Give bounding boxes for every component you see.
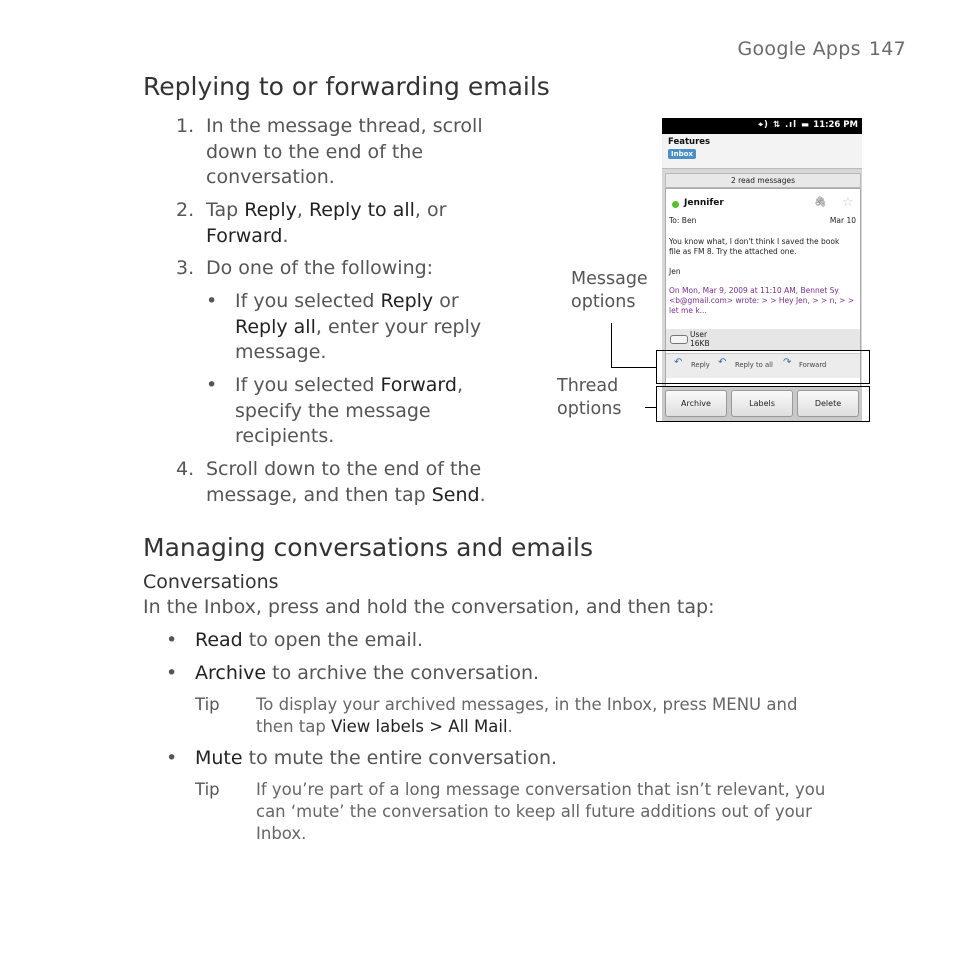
delete-button[interactable]: Delete <box>797 390 859 417</box>
period: . <box>507 717 513 736</box>
bullet-dot: • <box>166 629 178 651</box>
bullet-text: recipients. <box>235 425 335 447</box>
step-text-line: down to the end of the <box>206 140 424 163</box>
mute-keyword: Mute <box>195 747 243 769</box>
quote-line: On Mon, Mar 9, 2009 at 11:10 AM, Bennet Sy <box>669 286 839 295</box>
message-body <box>669 237 857 277</box>
attachment-size: 16KB <box>690 339 710 348</box>
reply-keyword: Reply <box>244 199 297 221</box>
reply-all-action[interactable]: Reply to all <box>735 361 773 369</box>
bullet-text: , enter your reply <box>315 315 482 338</box>
step-number: 2. <box>176 199 195 221</box>
tip-label: Tip <box>195 780 220 799</box>
online-dot-icon <box>672 201 679 208</box>
step-text: Tap <box>206 199 245 221</box>
archive-keyword: Archive <box>195 662 267 684</box>
recipient: To: Ben <box>669 216 697 225</box>
paperclip-icon: 🖇︎ <box>814 197 827 208</box>
callout-text: options <box>571 291 636 312</box>
message-options-highlight <box>656 350 870 384</box>
leader-line <box>611 323 612 368</box>
tip-text: If you’re part of a long message conversation that isn’t relevant, you <box>256 780 826 799</box>
attachment-icon <box>670 335 688 344</box>
bullet-dot: • <box>206 374 218 396</box>
bullet-dot: • <box>206 290 218 312</box>
bullet-text: If you selected <box>235 290 381 312</box>
step-number: 3. <box>176 257 195 279</box>
step-text: Do one of the following: <box>206 257 434 279</box>
period: . <box>282 224 289 247</box>
item-text: to open the email. <box>242 629 424 651</box>
forward-keyword: Forward <box>206 224 283 247</box>
label-title: Features <box>668 137 711 147</box>
forward-arrow-icon: ↷ <box>783 357 792 368</box>
separator: , <box>296 199 309 221</box>
bullet-text: message. <box>235 341 327 363</box>
tip-text: Inbox. <box>256 824 307 843</box>
forward-keyword: Forward <box>380 374 457 396</box>
item-text: to archive the conversation. <box>266 662 540 684</box>
reply-to-all-keyword: Reply to all <box>308 199 415 221</box>
read-messages-bar[interactable]: 2 read messages <box>665 173 861 188</box>
page-number: 147 <box>868 38 906 60</box>
bullet-dot: • <box>166 747 178 769</box>
reply-all-arrow-icon: ↶ <box>718 357 727 368</box>
section-title-replying: Replying to or forwarding emails <box>143 72 550 101</box>
callout-message-options <box>571 268 648 313</box>
reply-arrow-icon: ↶ <box>674 357 683 368</box>
labels-button[interactable]: Labels <box>731 390 793 417</box>
status-bar <box>662 118 862 134</box>
leader-line <box>611 367 656 368</box>
subsection-title: Conversations <box>143 571 279 593</box>
body-line <box>669 257 857 267</box>
tip-text: then tap <box>256 717 332 736</box>
quoted-text <box>669 286 859 316</box>
bullet-text: , <box>456 374 463 396</box>
running-header <box>737 38 906 60</box>
quote-line: <b@gmail.com> wrote: > > Hey Jen, > > n, > > <box>669 296 855 305</box>
body-line: You know what, I don't think I saved the book <box>669 237 840 246</box>
star-icon[interactable]: ☆ <box>842 195 854 210</box>
period: . <box>479 483 486 506</box>
callout-text: options <box>557 398 622 419</box>
callout-thread-options <box>557 375 621 420</box>
label-bar <box>662 134 862 169</box>
read-keyword: Read <box>195 629 243 651</box>
status-icons: ⌖) ⇅ .ıl ▬ <box>758 120 810 130</box>
attachment[interactable] <box>666 329 860 351</box>
bullet-dot: • <box>166 662 178 684</box>
inbox-tag[interactable]: Inbox <box>668 149 696 159</box>
bullet-text: If you selected <box>235 374 381 396</box>
forward-action[interactable]: Forward <box>799 361 827 369</box>
reply-keyword: Reply <box>380 290 434 312</box>
callout-text: Thread <box>557 376 619 396</box>
step-text-line: conversation. <box>206 166 335 188</box>
tip-text: To display your archived messages, in the Inbox, press MENU and <box>256 695 798 714</box>
step-text-line: Scroll down to the end of the <box>206 458 482 480</box>
tip-text: can ‘mute’ the conversation to keep all future additions out of your <box>256 802 812 821</box>
leader-line <box>645 407 656 408</box>
section-title-managing: Managing conversations and emails <box>143 533 594 562</box>
step-text: message, and then tap <box>206 483 432 506</box>
callout-text: Message <box>571 269 648 289</box>
reply-action[interactable]: Reply <box>691 361 710 369</box>
status-time: 11:26 PM <box>813 120 858 130</box>
item-text: to mute the entire conversation. <box>242 747 558 769</box>
attachment-name: User <box>690 330 708 339</box>
body-line: file as FM 8. Try the attached one. <box>669 247 797 256</box>
thread-options-highlight <box>656 386 870 422</box>
bullet-text: or <box>433 290 459 312</box>
body-line: Jen <box>669 267 681 276</box>
send-keyword: Send <box>431 483 480 506</box>
intro-paragraph: In the Inbox, press and hold the conversation, and then tap: <box>143 596 715 618</box>
message-date: Mar 10 <box>829 216 856 225</box>
separator: , or <box>414 199 447 221</box>
quote-line: let me k... <box>669 306 707 315</box>
reply-all-keyword: Reply all <box>235 315 316 338</box>
bullet-text: specify the message <box>235 399 431 422</box>
step-number: 1. <box>176 115 195 137</box>
chapter-title: Google Apps <box>737 38 861 60</box>
sender-name: Jennifer <box>684 198 724 208</box>
step-text-line: In the message thread, scroll <box>206 115 483 137</box>
tip-label: Tip <box>195 695 220 714</box>
step-number: 4. <box>176 458 195 480</box>
view-labels-keyword: View labels > All Mail <box>331 717 508 736</box>
archive-button[interactable]: Archive <box>665 390 727 417</box>
